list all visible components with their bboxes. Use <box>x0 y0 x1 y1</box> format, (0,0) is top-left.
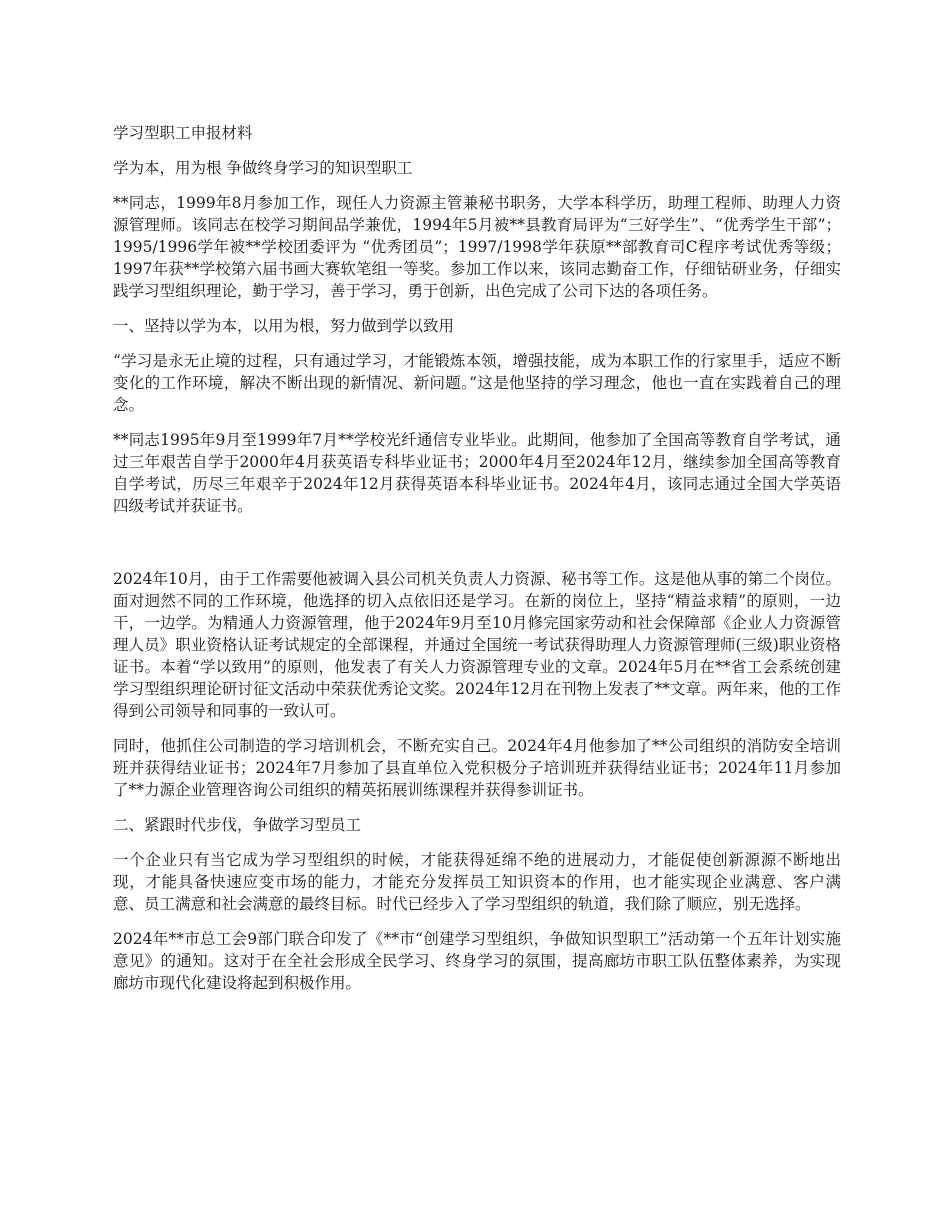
paragraph-quote: “学习是永无止境的过程，只有通过学习，才能锻炼本领，增强技能，成为本职工作的行家里手，适应不断变化的工作环境，解决不断出现的新情况、新问题。”这是他坚持的学习理念，他也一直在实践着自己的理念。 <box>113 352 841 414</box>
section-heading-1: 一、坚持以学为本，以用为根，努力做到学以致用 <box>113 317 455 335</box>
paragraph-education: **同志1995年9月至1999年7月**学校光纤通信专业毕业。此期间，他参加了全国高等教育自学考试，通过三年艰苦自学于2000年4月获英语专科毕业证书；2000年4月至2024年12月，继续参加全国高等教育自学考试，历尽三年艰辛于2024年12月获得英语本科毕业证书。2024年4月，该同志通过全国大学英语四级考试并获证书。 <box>113 431 841 515</box>
document-subtitle: 学为本，用为根 争做终身学习的知识型职工 <box>113 159 413 177</box>
paragraph-new-post: 2024年10月，由于工作需要他被调入县公司机关负责人力资源、秘书等工作。这是他从事的第二个岗位。面对迥然不同的工作环境，他选择的切入点依旧还是学习。在新的岗位上，坚持“精益求精”的原则，一边干，一边学。为精通人力资源管理，他于2024年9月至10月修完国家劳动和社会保障部《企业人力资源管理人员》职业资格认证考试规定的全部课程，并通过全国统一考试获得助理人力资源管理师(三级)职业资格证书。本着“学以致用”的原则，他发表了有关人力资源管理专业的文章。2024年5月在**省工会系统创建学习型组织理论研讨征文活动中荣获优秀论文奖。2024年12月在刊物上发表了**文章。两年来，他的工作得到公司领导和同事的一致认可。 <box>113 570 841 720</box>
paragraph-learning-org: 一个企业只有当它成为学习型组织的时候，才能获得延绵不绝的进展动力，才能促使创新源源不断地出现，才能具备快速应变市场的能力，才能充分发挥员工知识资本的作用，也才能实现企业满意、客户满意、员工满意和社会满意的最终目标。时代已经步入了学习型组织的轨道，我们除了顺应，别无选择。 <box>113 851 841 913</box>
document-page <box>113 122 841 1007</box>
paragraph-intro: **同志，1999年8月参加工作，现任人力资源主管兼秘书职务，大学本科学历，助理工程师、助理人力资源管理师。该同志在校学习期间品学兼优，1994年5月被**县教育局评为“三好学生”、“优秀学生干部”；1995/1996学年被**学校团委评为 “优秀团员”；1997/1998学年获原**部教育司C程序考试优秀等级； 1997年获**学校第六届书画大赛软笔组一等奖。参加工作以来，该同志勤奋工作，仔细钻研业务，仔细实践学习型组织理论，勤于学习，善于学习，勇于创新，出色完成了公司下达的各项任务。 <box>113 194 841 300</box>
paragraph-city-union: 2024年**市总工会9部门联合印发了《**市“创建学习型组织，争做知识型职工”活动第一个五年计划实施意见》的通知。这对于在全社会形成全民学习、终身学习的氛围，提高廊坊市职工队伍整体素养，为实现廊坊市现代化建设将起到积极作用。 <box>113 930 841 992</box>
blank-gap <box>113 530 841 568</box>
paragraph-training: 同时，他抓住公司制造的学习培训机会，不断充实自己。2024年4月他参加了**公司组织的消防安全培训班并获得结业证书；2024年7月参加了县直单位入党积极分子培训班并获得结业证书；2024年11月参加了**力源企业管理咨询公司组织的精英拓展训练课程并获得参训证书。 <box>113 737 841 799</box>
section-heading-2: 二、紧跟时代步伐，争做学习型员工 <box>113 816 362 834</box>
document-title: 学习型职工申报材料 <box>113 124 253 142</box>
